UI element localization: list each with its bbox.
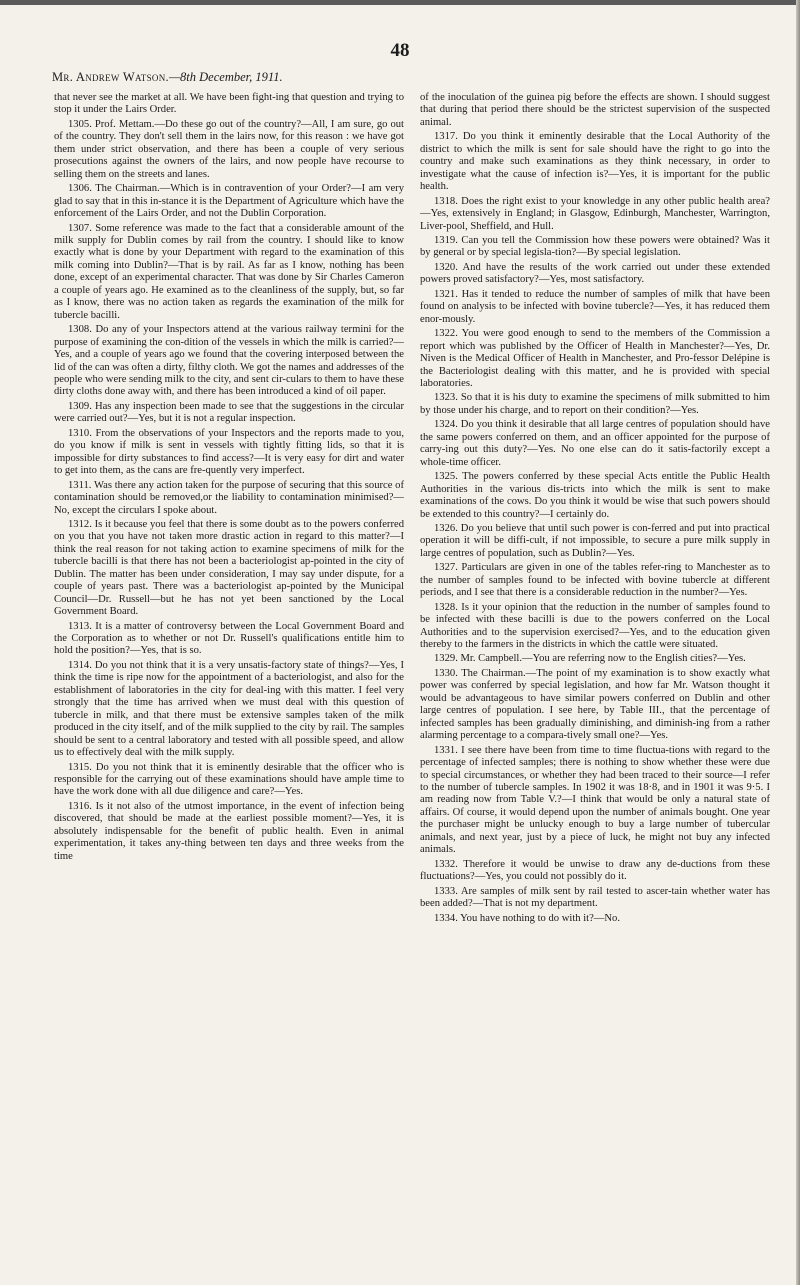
paragraph: 1312. Is it because you feel that there is some doubt as to the powers conferred on you that you have not taken more drastic action in regard to this matter?—I think the real reason for not taking action to examine specimens of milk for the tubercle bacilli is that there has not been a bacteriologist ap-pointed in the city of Dublin. The matter has been under consideration, I may say under dispute, for a couple of years past. There was a bacteriologist ap-pointed by the Municipal Council—Dr. Russell—but he has not yet been sanctioned by the Local Government Board. (54, 518, 404, 618)
paragraph: 1313. It is a matter of controversy between the Local Government Board and the Corporation as to whether or not Dr. Russell's qualifications entitle him to hold the position?—Yes, that is so. (54, 620, 404, 657)
paragraph: 1309. Has any inspection been made to see that the suggestions in the circular were carried out?—Yes, but it is not a regular inspection. (54, 400, 404, 425)
paragraph: 1323. So that it is his duty to examine the specimens of milk submitted to him by those under his charge, and to report on their condition?—Yes. (420, 392, 770, 416)
text-columns (54, 92, 770, 927)
paragraph: 1322. You were good enough to send to the members of the Commission a report which was published by the Officer of Health in Manchester?—Yes, Dr. Niven is the Medical Officer of Health in Manchester, and Pro-fessor Delépine is the Bacteriologist dealing with this matter, and he is provided with special laboratories. (420, 328, 770, 389)
top-border-rule (0, 0, 800, 5)
paragraph: 1305. Prof. Mettam.—Do these go out of the country?—All, I am sure, go out of the country. They don't sell them in the lairs now, for this reason : we have got them under strict observation, and there has been a couple of very serious prosecutions against the owners of the lairs, and now people have recourse to selling them on the streets and lanes. (54, 118, 404, 180)
paragraph: 1324. Do you think it desirable that all large centres of population should have the same powers conferred on them, and an officer appointed for the purpose of carry-ing out this duty?—Yes. No one else can do it satis-factorily except a whole-time officer. (420, 419, 770, 468)
paragraph: 1310. From the observations of your Inspectors and the reports made to you, do you know if milk is sent in vessels with tightly fitting lids, so that it is impossible for dirty substances to find access?—It is very easy for dirt and water to get into them, as the cans are fre-quently very imperfect. (54, 427, 404, 477)
paragraph: 1308. Do any of your Inspectors attend at the various railway termini for the purpose of examining the con-dition of the vessels in which the milk is carried?—Yes, and a couple of years ago we found that the covering interposed between the lid of the can was often a dirty, filthy cloth. We got the names and addresses of the people who were sending milk to the city, and sent cir-culars to them to have these dirty cloths done away with, and there has been introduced a kind of oil paper. (54, 324, 404, 398)
paragraph: 1330. The Chairman.—The point of my examination is to show exactly what power was conferred by special legislation, and how far Mr. Watson thought it would be advantageous to have similar powers conferred on Dublin and other large centres of population. I see here, by Table III., that the percentage of infected samples has been gradually diminishing, and diminish-ing from a rather alarming percentage to a compara-tively small one?—Yes. (420, 667, 770, 742)
paragraph: 1325. The powers conferred by these special Acts entitle the Public Health Authorities in the various dis-tricts into which the milk is sent to make examinations of the cows. Do you think it would be wise that such powers should be extended to this country?—I certainly do. (420, 471, 770, 520)
paragraph: 1317. Do you think it eminently desirable that the Local Authority of the district to which the milk is sent for sale should have the right to go into the country and make such examinations as they think necessary, in order to investigate what the cause of infection is?—Yes, it is important for the public health. (420, 131, 770, 193)
left-column (54, 92, 404, 927)
paragraph: 1328. Is it your opinion that the reduction in the number of samples found to be infected with these bacilli is due to the powers conferred on the Local Authorities and to the supervision exercised?—Yes, and to the education given thereby to the farmers in the districts in which the cattle were situated. (420, 601, 770, 651)
paragraph: of the inoculation of the guinea pig before the effects are shown. I should suggest that during that period there should be the strictest supervision of the suspected animal. (420, 92, 770, 128)
paragraph: 1334. You have nothing to do with it?—No. (434, 912, 620, 924)
witness-name: Mr. Andrew Watson. (52, 70, 169, 84)
paragraph: 1333. Are samples of milk sent by rail tested to ascer-tain whether water has been added?—That is not my department. (420, 885, 770, 910)
paragraph: 1316. Is it not also of the utmost importance, in the event of infection being discovered, that should be made at the earliest possible moment?—Yes, it is absolutely indispensable for the benefit of public health. Even in animal experimentation, it takes any-thing between ten days and three weeks from the time (54, 800, 404, 862)
paragraph: 1315. Do you not think that it is eminently desirable that the officer who is responsible for the carrying out of these examinations should have ample time to have the work done with all due diligence and care?—Yes. (54, 761, 404, 798)
paragraph: 1320. And have the results of the work carried out under these extended powers proved satisfactory?—Yes, most satisfactory. (420, 261, 770, 286)
sitting-date: —8th December, 1911. (168, 70, 283, 84)
paragraph: 1326. Do you believe that until such power is con-ferred and put into practical operation it will be diffi-cult, if not impossible, to secure a pure milk supply in large centres of population, such as Dublin?—Yes. (420, 522, 770, 559)
running-head (52, 70, 283, 85)
paragraph: 1331. I see there have been from time to time fluctua-tions with regard to the percentage of infected samples; there is nothing to show whether these were due to special circumstances, or whether they had been traced to their source—I refer to the number of tubercle samples. In 1902 it was 18·8, and in 1901 it was 9·5. I am reading now from Table V.?—I think that would be only a natural state of affairs. Of course, it would depend upon the number of animals bought. One year the purchaser might be unlucky enough to buy a large number of tubercular animals, and next year, just by a piece of luck, he might not buy any infected animals. (420, 744, 770, 856)
paragraph: 1311. Was there any action taken for the purpose of securing that this source of contamination should be removed,or the liability to contamination minimised?—No, except the circulars I spoke about. (54, 479, 404, 516)
paragraph: 1332. Therefore it would be unwise to draw any de-ductions from these fluctuations?—Yes, you could not possibly do it. (420, 858, 770, 883)
paragraph: 1321. Has it tended to reduce the number of samples of milk that have been found on analysis to be infected with bovine tubercle?—Yes, it has reduced them enor-mously. (420, 288, 770, 325)
paragraph: 1329. Mr. Campbell.—You are referring now to the English cities?—Yes. (434, 653, 746, 665)
page-number: 48 (390, 40, 410, 61)
paragraph: 1319. Can you tell the Commission how these powers were obtained? Was it by general or by special legisla-tion?—By special legislation. (420, 234, 770, 259)
paragraph: 1306. The Chairman.—Which is in contravention of your Order?—I am very glad to say that in this in-stance it is the Department of Agriculture which have the enforcement of the Lairs Order, and not the Dublin Corporation. (54, 183, 404, 220)
paragraph: that never see the market at all. We have been fight-ing that question and trying to stop it under the Lairs Order. (54, 92, 404, 116)
paragraph: 1327. Particulars are given in one of the tables refer-ring to Manchester as to the number of samples found to be infected with bovine tubercle at different periods, and I see that there is a considerable reduction in the number?—Yes. (420, 562, 770, 599)
paragraph: 1314. Do you not think that it is a very unsatis-factory state of things?—Yes, I think the time is ripe now for the appointment of a bacteriologist, and also for the establishment of laboratories in the city for deal-ing with this matter. I feel very strongly that the time has arrived when we must deal with this question of tubercle in milk, and that there must be extensive samples taken of the milk produced in the city itself, and of the milk supplied to the city by rail. The samples should be sent to a central laboratory and tested with all possible speed, and allow us to effectively deal with the milk supply. (54, 659, 404, 759)
paragraph: 1307. Some reference was made to the fact that a considerable amount of the milk supply for Dublin comes by rail from the country. I should like to know exactly what is done by your Department with regard to the examination of this milk coming into Dublin?—That is by rail. As far as I know, nothing has been done, except of an experimental character. That was done by Sir Charles Cameron a couple of years ago. He examined as to the cleanliness of the supply, but, so far as I know, there was no action taken as regards the examination of the milk for tubercle bacilli. (54, 222, 404, 321)
paragraph: 1318. Does the right exist to your knowledge in any other public health area?—Yes, extensively in England; in Glasgow, Edinburgh, Manchester, Warrington, Liver-pool, Sheffield, and Hull. (420, 195, 770, 232)
right-column (420, 92, 770, 927)
page-edge-shadow (796, 0, 800, 1285)
